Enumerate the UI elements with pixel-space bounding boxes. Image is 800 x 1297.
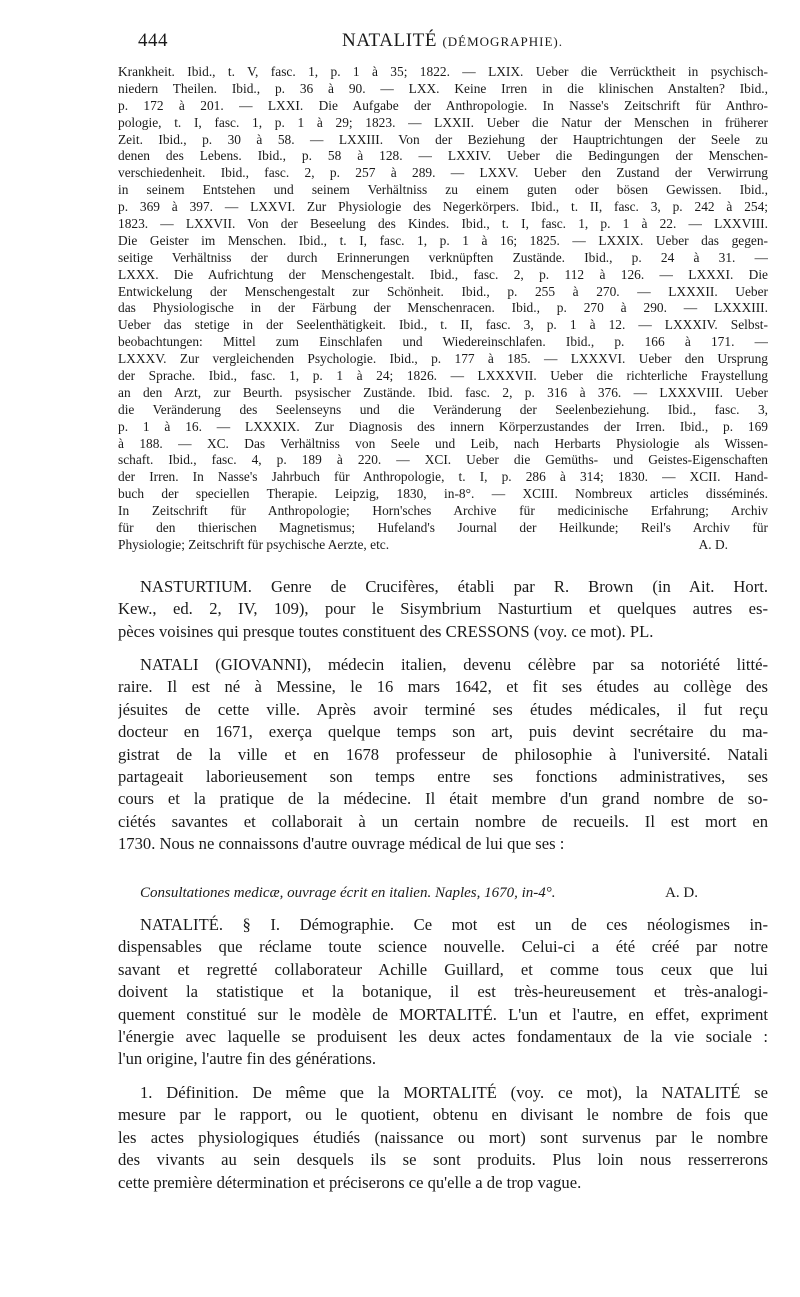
bibliography-line: seitige Verhältniss der durch Erinnerungen verknüpften Zustände. Ibid., p. 24 à 31. — xyxy=(118,249,768,265)
natali-line: NATALI (GIOVANNI), médecin italien, devenu célèbre par sa notoriété litté- xyxy=(140,655,768,674)
bibliography-line: schaft. Ibid., fasc. 4, p. 189 à 220. — XCI. Ueber die Gemüths- und Geistes-Eigenschaften xyxy=(118,452,768,468)
natali-work-line xyxy=(118,882,768,904)
natali-line: partageait laborieusement son temps entre ses fonctions administratives, ses xyxy=(118,766,768,786)
bibliography-line: die Veränderung des Seelenseyns und die Veränderung der Seelenbeziehung. Ibid., fasc. 3, xyxy=(118,401,768,417)
running-title-sub: (DÉMOGRAPHIE). xyxy=(442,34,563,49)
natali-line: raire. Il est né à Messine, le 16 mars 1642, et fit ses études au collège des xyxy=(118,677,768,697)
definition-line: des vivants au sein desquels ils se sont produits. Plus loin nous resserrerons xyxy=(118,1150,768,1170)
natalite-line: savant et regretté collaborateur Achille Guillard, et comme tous ceux que lui xyxy=(118,959,768,979)
bibliography-line: niedern Theilen. Ibid., p. 36 à 90. — LXX. Keine Irren in die klinischen Anstalten? Ibid., xyxy=(118,80,768,96)
bibliography-line: p. 369 à 397. — LXXVI. Zur Physiologie des Negerkörpers. Ibid., t. II, fasc. 3, p. 242 à 254; xyxy=(118,199,768,215)
bibliography-line: verschiedenheit. Ibid., fasc. 2, p. 257 à 289. — LXXV. Ueber den Zustand der Verwirrung xyxy=(118,165,768,181)
page-number: 444 xyxy=(138,30,168,51)
natali-line: cours et la pratique de la médecine. Il était membre d'un grand nombre de so- xyxy=(118,789,768,809)
bibliography-line: 1823. — LXXVII. Von der Beseelung des Kindes. Ibid., t. I, fasc. 1, p. 1 à 22. — LXXVIII. xyxy=(118,216,768,232)
natali-line: jésuites de cette ville. Après avoir terminé ses études médicales, il fut reçu xyxy=(118,699,768,719)
bibliography-line: Krankheit. Ibid., t. V, fasc. 1, p. 1 à 35; 1822. — LXIX. Ueber die Verrücktheit in psychisch- xyxy=(118,64,768,79)
bibliography-line: Ueber das stetige in der Seelenthätigkeit. Ibid., t. II, fasc. 3, p. 1 à 12. — LXXXIV. Selbst- xyxy=(118,317,768,333)
bibliography-line: Zeit. Ibid., p. 30 à 58. — LXXIII. Von der Beziehung der Hauptrichtungen der Seele zu xyxy=(118,131,768,147)
natalite-line: l'un origine, l'autre fin des générations. xyxy=(118,1049,377,1069)
bibliography-last-text: Physiologie; Zeitschrift für psychische Aerzte, etc. xyxy=(118,536,390,552)
definition-line: 1. Définition. De même que la MORTALITÉ (voy. ce mot), la NATALITÉ se xyxy=(140,1083,768,1102)
natali-line: docteur en 1671, exerça quelque temps son art, puis devint secrétaire du ma- xyxy=(118,722,768,742)
bibliography-line: der Sprache. Ibid., fasc. 1, p. 1 à 24; 1826. — LXXXVII. Ueber die richterliche Fraystellung xyxy=(118,368,768,384)
natali-work-text: Consultationes medicæ, ouvrage écrit en italien. Naples, 1670, in-4°. xyxy=(140,885,556,901)
natalite-entry xyxy=(118,914,768,1071)
definition-section xyxy=(118,1082,768,1194)
bibliography-paragraph xyxy=(118,64,768,554)
bibliography-line: p. 1 à 16. — LXXXIX. Zur Diagnosis des innern Körperzustandes der Irren. Ibid., p. 169 xyxy=(118,418,768,434)
nasturtium-line: Kew., ed. 2, IV, 109), pour le Sisymbrium Nasturtium et quelques autres es- xyxy=(118,599,768,619)
natalite-line: NATALITÉ. § I. Démographie. Ce mot est un de ces néologismes in- xyxy=(140,915,768,934)
natalite-line: dispensables que réclame toute science nouvelle. Celui-ci a été créé par notre xyxy=(118,937,768,957)
natali-line: ciétés savantes et collaborait à un certain nombre de recueils. Il est mort en xyxy=(118,811,768,831)
bibliography-line: p. 172 à 201. — LXXI. Die Aufgabe der Anthropologie. In Nasse's Zeitschrift für Anthro- xyxy=(118,97,768,113)
bibliography-line: à 188. — XC. Das Verhältniss von Seele und Leib, nach Herbarts Physiologie als Wissen- xyxy=(118,435,768,451)
page-header xyxy=(138,30,678,60)
bibliography-line: pologie, t. I, fasc. 1, p. 1 à 29; 1823. — LXXII. Ueber die Natur der Menschen in früherer xyxy=(118,114,768,130)
bibliography-line: für den thierischen Magnetismus; Hufeland's Journal der Heilkunde; Reil's Archiv für xyxy=(118,520,768,536)
bibliography-line: in seinem Entstehen und seinem Verhältniss zu einem guten oder bösen Gewissen. Ibid., xyxy=(118,182,768,198)
bibliography-line: denen des Lebens. Ibid., p. 58 à 128. — LXXIV. Ueber die Bedingungen der Menschen- xyxy=(118,148,768,164)
bibliography-line: Die Geister im Menschen. Ibid., t. I, fasc. 1, p. 1 à 16; 1825. — LXXIX. Ueber das gegen- xyxy=(118,232,768,248)
bibliography-line: der Irren. In Nasse's Jahrbuch für Anthropologie, t. I, p. 286 à 314; 1830. — XCII. Hand- xyxy=(118,469,768,485)
bibliography-line: das Physiologische in der Färbung der Menschenracen. Ibid., p. 270 à 290. — LXXXIII. xyxy=(118,300,768,316)
natali-line: 1730. Nous ne connaissons d'autre ouvrage médical de lui que ses : xyxy=(118,834,565,854)
natalite-line: l'énergie avec laquelle se produisent les deux actes fondamentaux de la vie sociale : xyxy=(118,1026,768,1046)
bibliography-line: beobachtungen: Mittel zum Einschlafen und Wiedereinschlafen. Ibid., p. 166 à 171. — xyxy=(118,334,768,350)
bibliography-line: buch der speciellen Therapie. Leipzig, 1830, in-8°. — XCIII. Nombreux articles disséminés. xyxy=(118,486,768,502)
natali-work-citation xyxy=(118,882,768,904)
definition-line: cette première détermination et préciserons ce qu'elle a de trop vague. xyxy=(118,1172,582,1192)
bibliography-line: Entwickelung der Menschengestalt zur Schönheit. Ibid., p. 255 à 270. — LXXXII. Ueber xyxy=(118,283,768,299)
natalite-line: quement constitué sur le modèle de MORTALITÉ. L'un et l'autre, en effet, expriment xyxy=(118,1004,768,1024)
nasturtium-entry xyxy=(118,576,768,643)
natalite-line: doivent la statistique et la botanique, il est très-heureusement et très-analogi- xyxy=(118,982,768,1002)
nasturtium-line: NASTURTIUM. Genre de Crucifères, établi par R. Brown (in Ait. Hort. xyxy=(140,577,768,596)
natali-line: gistrat de la ville et en 1678 professeur de philosophie à l'université. Natali xyxy=(118,744,768,764)
natali-signature: A. D. xyxy=(665,885,698,901)
definition-line: les actes physiologiques étudiés (naissance ou mort) sont survenus par le nombre xyxy=(118,1127,768,1147)
bibliography-line: In Zeitschrift für Anthropologie; Horn'sches Archive für medicinische Erfahrung; Archiv xyxy=(118,503,768,519)
bibliography-line xyxy=(118,537,768,554)
bibliography-line: LXXXV. Zur vergleichenden Psychologie. Ibid., p. 177 à 185. — LXXXVI. Ueber den Ursprung xyxy=(118,351,768,367)
running-title xyxy=(342,30,563,52)
page-bottom-mark xyxy=(360,1268,560,1274)
nasturtium-line: pèces voisines qui presque toutes constituent des CRESSONS (voy. ce mot). PL. xyxy=(118,621,654,641)
bibliography-line: an den Arzt, zur Beurth. psysischer Zustände. Ibid. fasc. 2, p. 316 à 376. — LXXXVIII. Ueber xyxy=(118,384,768,400)
natali-entry xyxy=(118,654,768,856)
running-title-main: NATALITÉ xyxy=(342,30,438,51)
definition-line: mesure par le rapport, ou le quotient, obtenu en divisant le nombre de fois que xyxy=(118,1105,768,1125)
bibliography-line: LXXX. Die Aufrichtung der Menschengestalt. Ibid., fasc. 2, p. 112 à 126. — LXXXI. Die xyxy=(118,266,768,282)
bibliography-signature: A. D. xyxy=(698,536,728,552)
